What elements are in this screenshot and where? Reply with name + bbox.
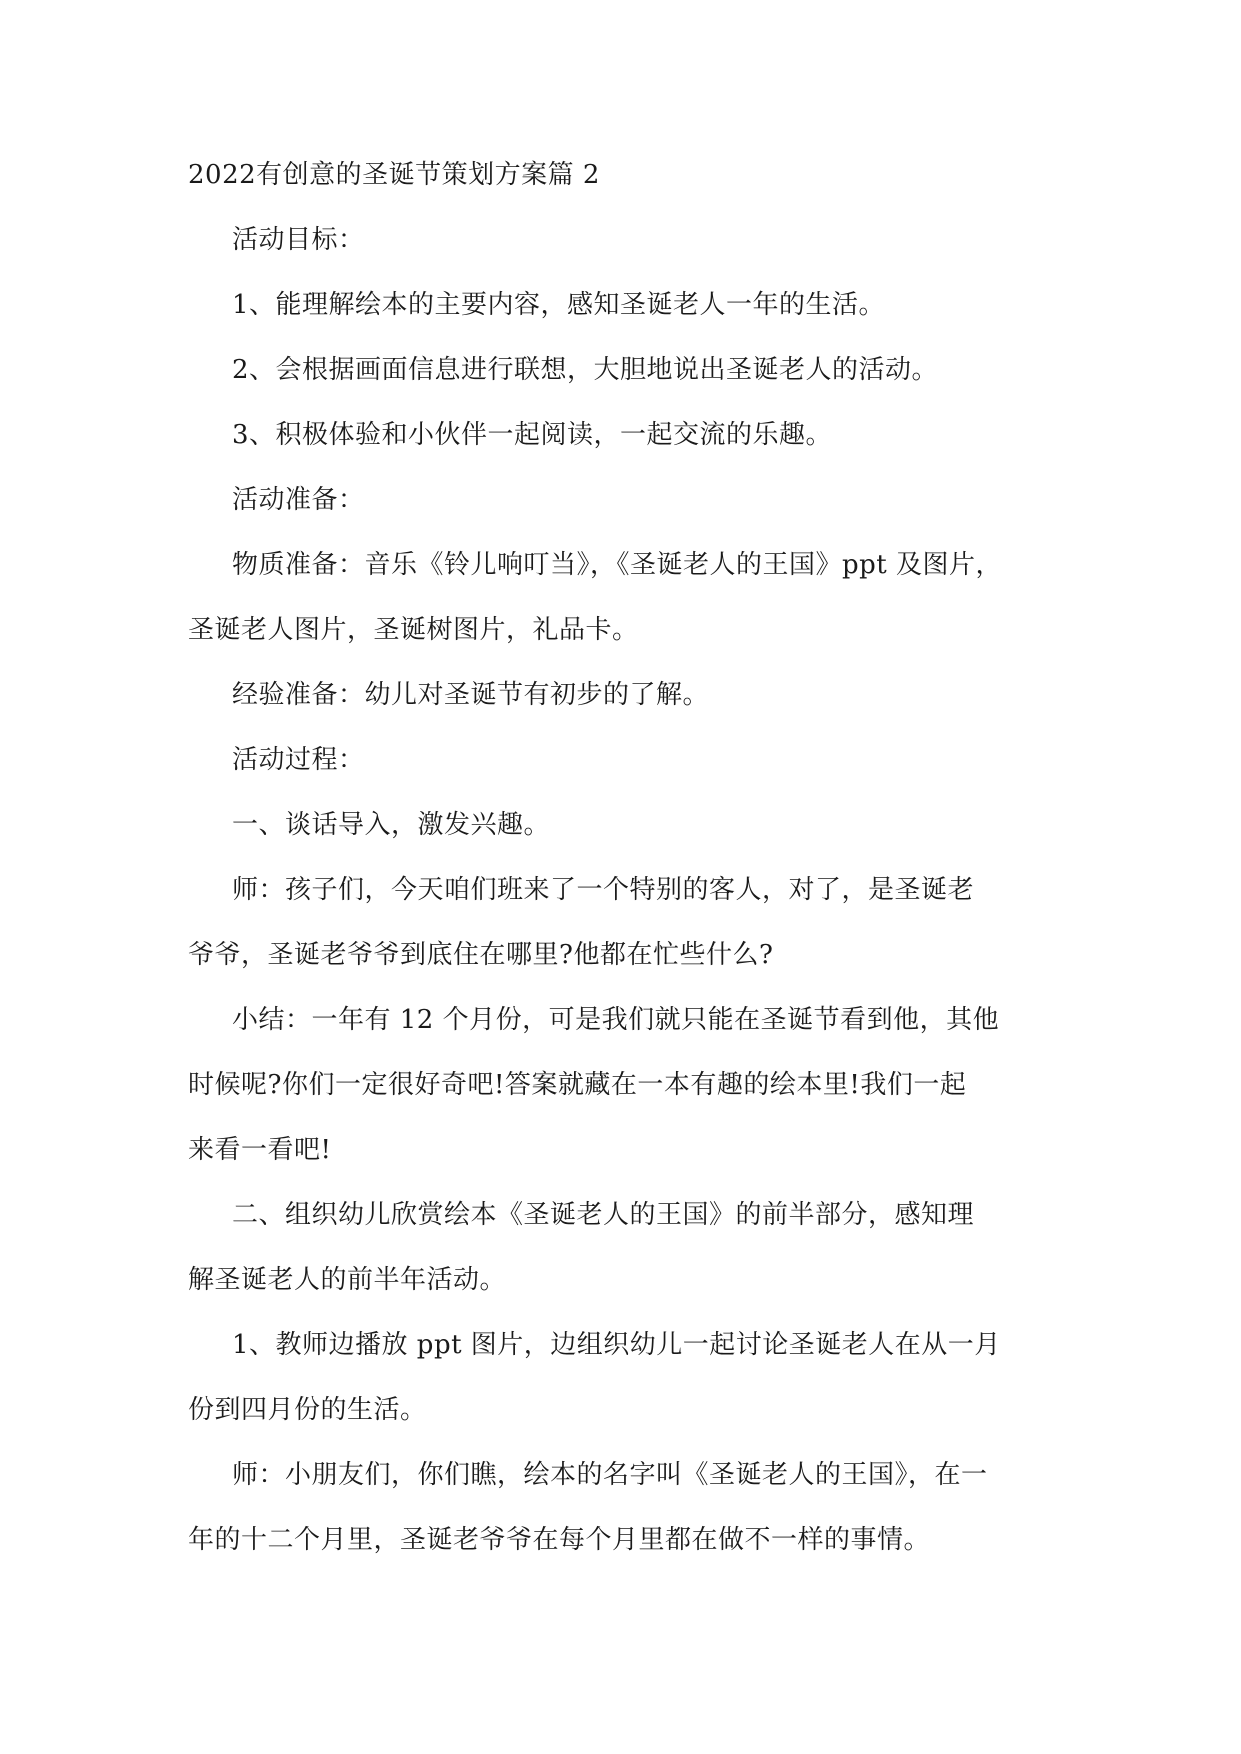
paragraph-goal-heading: [188, 225, 1060, 255]
document-body: [188, 160, 1060, 1590]
paragraph-goal-3: [188, 420, 1060, 450]
paragraph-line: 圣诞老人图片，圣诞树图片，礼品卡。: [188, 615, 639, 645]
paragraph-line: 活动准备：: [232, 485, 365, 515]
paragraph-line: 1、能理解绘本的主要内容，感知圣诞老人一年的生活。: [232, 290, 886, 320]
paragraph-line: 经验准备：幼儿对圣诞节有初步的了解。: [232, 680, 710, 710]
paragraph-line: 活动目标：: [232, 225, 365, 255]
paragraph-line: 一、谈话导入，激发兴趣。: [232, 810, 551, 840]
document-title: 2022有创意的圣诞节策划方案篇 2: [188, 160, 600, 190]
paragraph-line: 解圣诞老人的前半年活动。: [188, 1265, 507, 1295]
paragraph-goal-2: [188, 355, 1060, 385]
paragraph-line: 3、积极体验和小伙伴一起阅读，一起交流的乐趣。: [232, 420, 833, 450]
paragraph-line: 年的十二个月里，圣诞老爷爷在每个月里都在做不一样的事情。: [188, 1525, 931, 1555]
paragraph-line: 二、组织幼儿欣赏绘本《圣诞老人的王国》的前半部分，感知理: [232, 1200, 975, 1230]
paragraph-line: 师：小朋友们，你们瞧，绘本的名字叫《圣诞老人的王国》，在一: [232, 1460, 988, 1490]
paragraph-line: 爷爷，圣诞老爷爷到底住在哪里?他都在忙些什么?: [188, 940, 774, 970]
paragraph-line: 物质准备：音乐《铃儿响叮当》，《圣诞老人的王国》ppt 及图片，: [232, 550, 1003, 580]
paragraph-line: 小结：一年有 12 个月份，可是我们就只能在圣诞节看到他，其他: [232, 1005, 1000, 1035]
paragraph-goal-1: [188, 290, 1060, 320]
paragraph-line: 2、会根据画面信息进行联想，大胆地说出圣诞老人的活动。: [232, 355, 939, 385]
paragraph-step-2: [188, 1200, 1060, 1295]
paragraph-line: 1、教师边播放 ppt 图片，边组织幼儿一起讨论圣诞老人在从一月: [232, 1330, 1001, 1360]
paragraph-teacher-1: [188, 875, 1060, 970]
paragraph-summary: [188, 1005, 1060, 1165]
paragraph-line: 来看一看吧!: [188, 1135, 332, 1165]
paragraph-line: 时候呢?你们一定很好奇吧!答案就藏在一本有趣的绘本里!我们一起: [188, 1070, 967, 1100]
paragraph-process-heading: [188, 745, 1060, 775]
paragraph-experience-prep: [188, 680, 1060, 710]
paragraph-step-1: [188, 810, 1060, 840]
paragraph-line: 师：孩子们，今天咱们班来了一个特别的客人，对了，是圣诞老: [232, 875, 975, 905]
paragraph-line: 活动过程：: [232, 745, 365, 775]
paragraph-prep-heading: [188, 485, 1060, 515]
paragraph-line: 份到四月份的生活。: [188, 1395, 427, 1425]
paragraph-teacher-2: [188, 1460, 1060, 1555]
paragraph-material-prep: [188, 550, 1060, 645]
paragraph-step-2-1: [188, 1330, 1060, 1425]
